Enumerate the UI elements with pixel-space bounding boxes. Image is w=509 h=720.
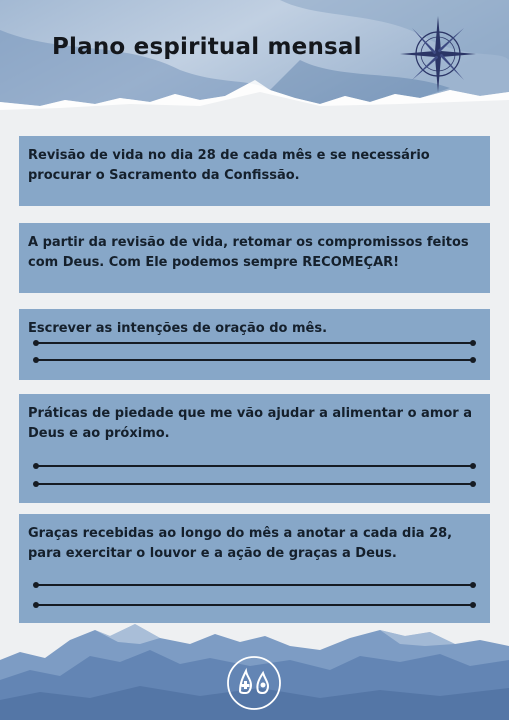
writing-line[interactable] [36, 584, 473, 586]
card-recommitment [19, 223, 490, 293]
card-text: Escrever as intenções de oração do mês. [28, 321, 328, 336]
writing-line[interactable] [36, 465, 473, 467]
card-text: Práticas de piedade que me vão ajudar a alimentar o amor a Deus e ao próximo. [28, 406, 473, 441]
tongues-of-fire-logo-icon [226, 655, 282, 711]
compass-rose-icon [398, 14, 478, 94]
card-confession-review [19, 136, 490, 206]
page-title: Plano espiritual mensal [52, 34, 362, 60]
card-prayer-intentions [19, 309, 490, 380]
writing-line[interactable] [36, 483, 473, 485]
writing-line[interactable] [36, 359, 473, 361]
card-devotional-practices [19, 394, 490, 503]
writing-line[interactable] [36, 342, 473, 344]
card-text: A partir da revisão de vida, retomar os compromissos feitos com Deus. Com Ele podemos sempre RECOMEÇAR! [28, 235, 469, 270]
card-text: Graças recebidas ao longo do mês a anotar a cada dia 28, para exercitar o louvor e a ação de graças a Deus. [28, 526, 453, 561]
card-text: Revisão de vida no dia 28 de cada mês e se necessário procurar o Sacramento da Confissão. [28, 148, 430, 183]
